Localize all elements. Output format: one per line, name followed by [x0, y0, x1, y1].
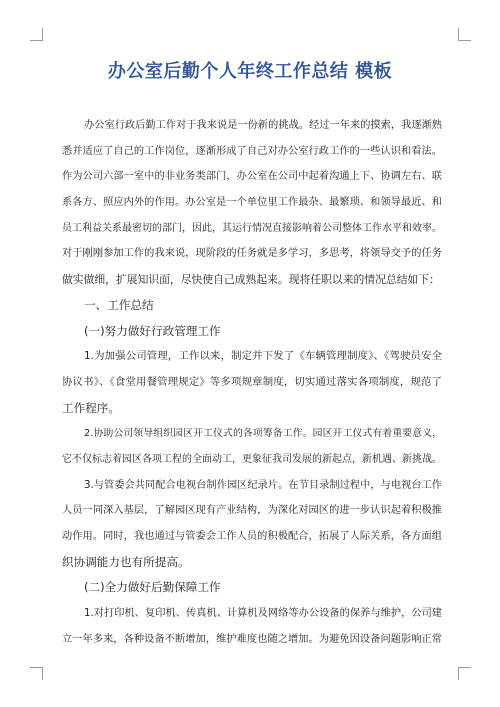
body-line: 悉并适应了自己的工作岗位，逐渐形成了自己对办公室行政工作的一些认识和看法。 — [62, 145, 442, 157]
body-line: 工作程序。 — [62, 400, 120, 415]
body-line: 系各方、照应内外的作用。办公室是一个单位里工作最杂、最繁琐、和领导最近、和 — [62, 197, 442, 209]
subsection-heading: (一)努力做好行政管理工作 — [84, 323, 221, 338]
body-line: 立一年多来，各种设备不断增加，维护难度也随之增加。为避免因设备问题影响正常 — [62, 633, 442, 645]
body-line: 办公室行政后勤工作对于我来说是一份新的挑战。经过一年来的摸索，我逐渐熟 — [84, 120, 442, 131]
body-line: 员工利益关系最密切的部门，因此，其运行情况直接影响着公司整体工作水平和效率。 — [62, 222, 442, 234]
crop-mark-top-right — [458, 28, 471, 41]
body-line: 对于刚刚参加工作的我来说，现阶段的任务就是多学习，多思考，将领导交予的任务 — [62, 248, 442, 260]
document-title: 办公室后勤个人年终工作总结 模板 — [107, 61, 393, 82]
body-line: 作为公司六部一室中的非业务类部门，办公室在公司中起着沟通上下、协调左右、联 — [62, 171, 442, 183]
body-line: 2.协助公司领导组织园区开工仪式的各项筹备工作。园区开工仪式有着重要意义， — [84, 428, 442, 440]
crop-mark-bottom-left — [30, 667, 43, 680]
body-line: 人员一同深入基层，了解园区现有产业结构，为深化对园区的进一步认识起着积极推 — [62, 505, 442, 517]
body-line: 动作用。同时，我也通过与管委会工作人员的积极配合，拓展了人际关系，各方面组 — [62, 531, 442, 542]
body-line: 它不仅标志着园区各项工程的全面动工，更象征我司发展的新起点，新机遇、新挑战。 — [62, 453, 442, 465]
body-line: 做实做细，扩展知识面，尽快使自己成熟起来。现将任职以来的情况总结如下： — [62, 273, 440, 287]
body-line: 1.为加强公司管理，工作以来，制定并下发了《车辆管理制度》、《驾驶员安全 — [84, 350, 442, 363]
crop-mark-bottom-right — [458, 667, 471, 680]
section-heading: 一、工作总结 — [84, 297, 154, 312]
body-line: 1.对打印机、复印机、传真机、计算机及网络等办公设备的保养与维护，公司建 — [84, 608, 442, 620]
crop-mark-top-left — [30, 28, 43, 41]
body-line: 3.与管委会共同配合电视台制作园区纪录片。在节目录制过程中，与电视台工作 — [84, 479, 442, 491]
body-line: 织协调能力也有所提高。 — [62, 554, 190, 569]
document-body — [62, 113, 442, 652]
body-line: 协议书》、《食堂用餐管理规定》等多项规章制度，切实通过落实各项制度，规范了 — [62, 375, 442, 388]
subsection-heading: (二)全力做好后勤保障工作 — [84, 580, 221, 595]
